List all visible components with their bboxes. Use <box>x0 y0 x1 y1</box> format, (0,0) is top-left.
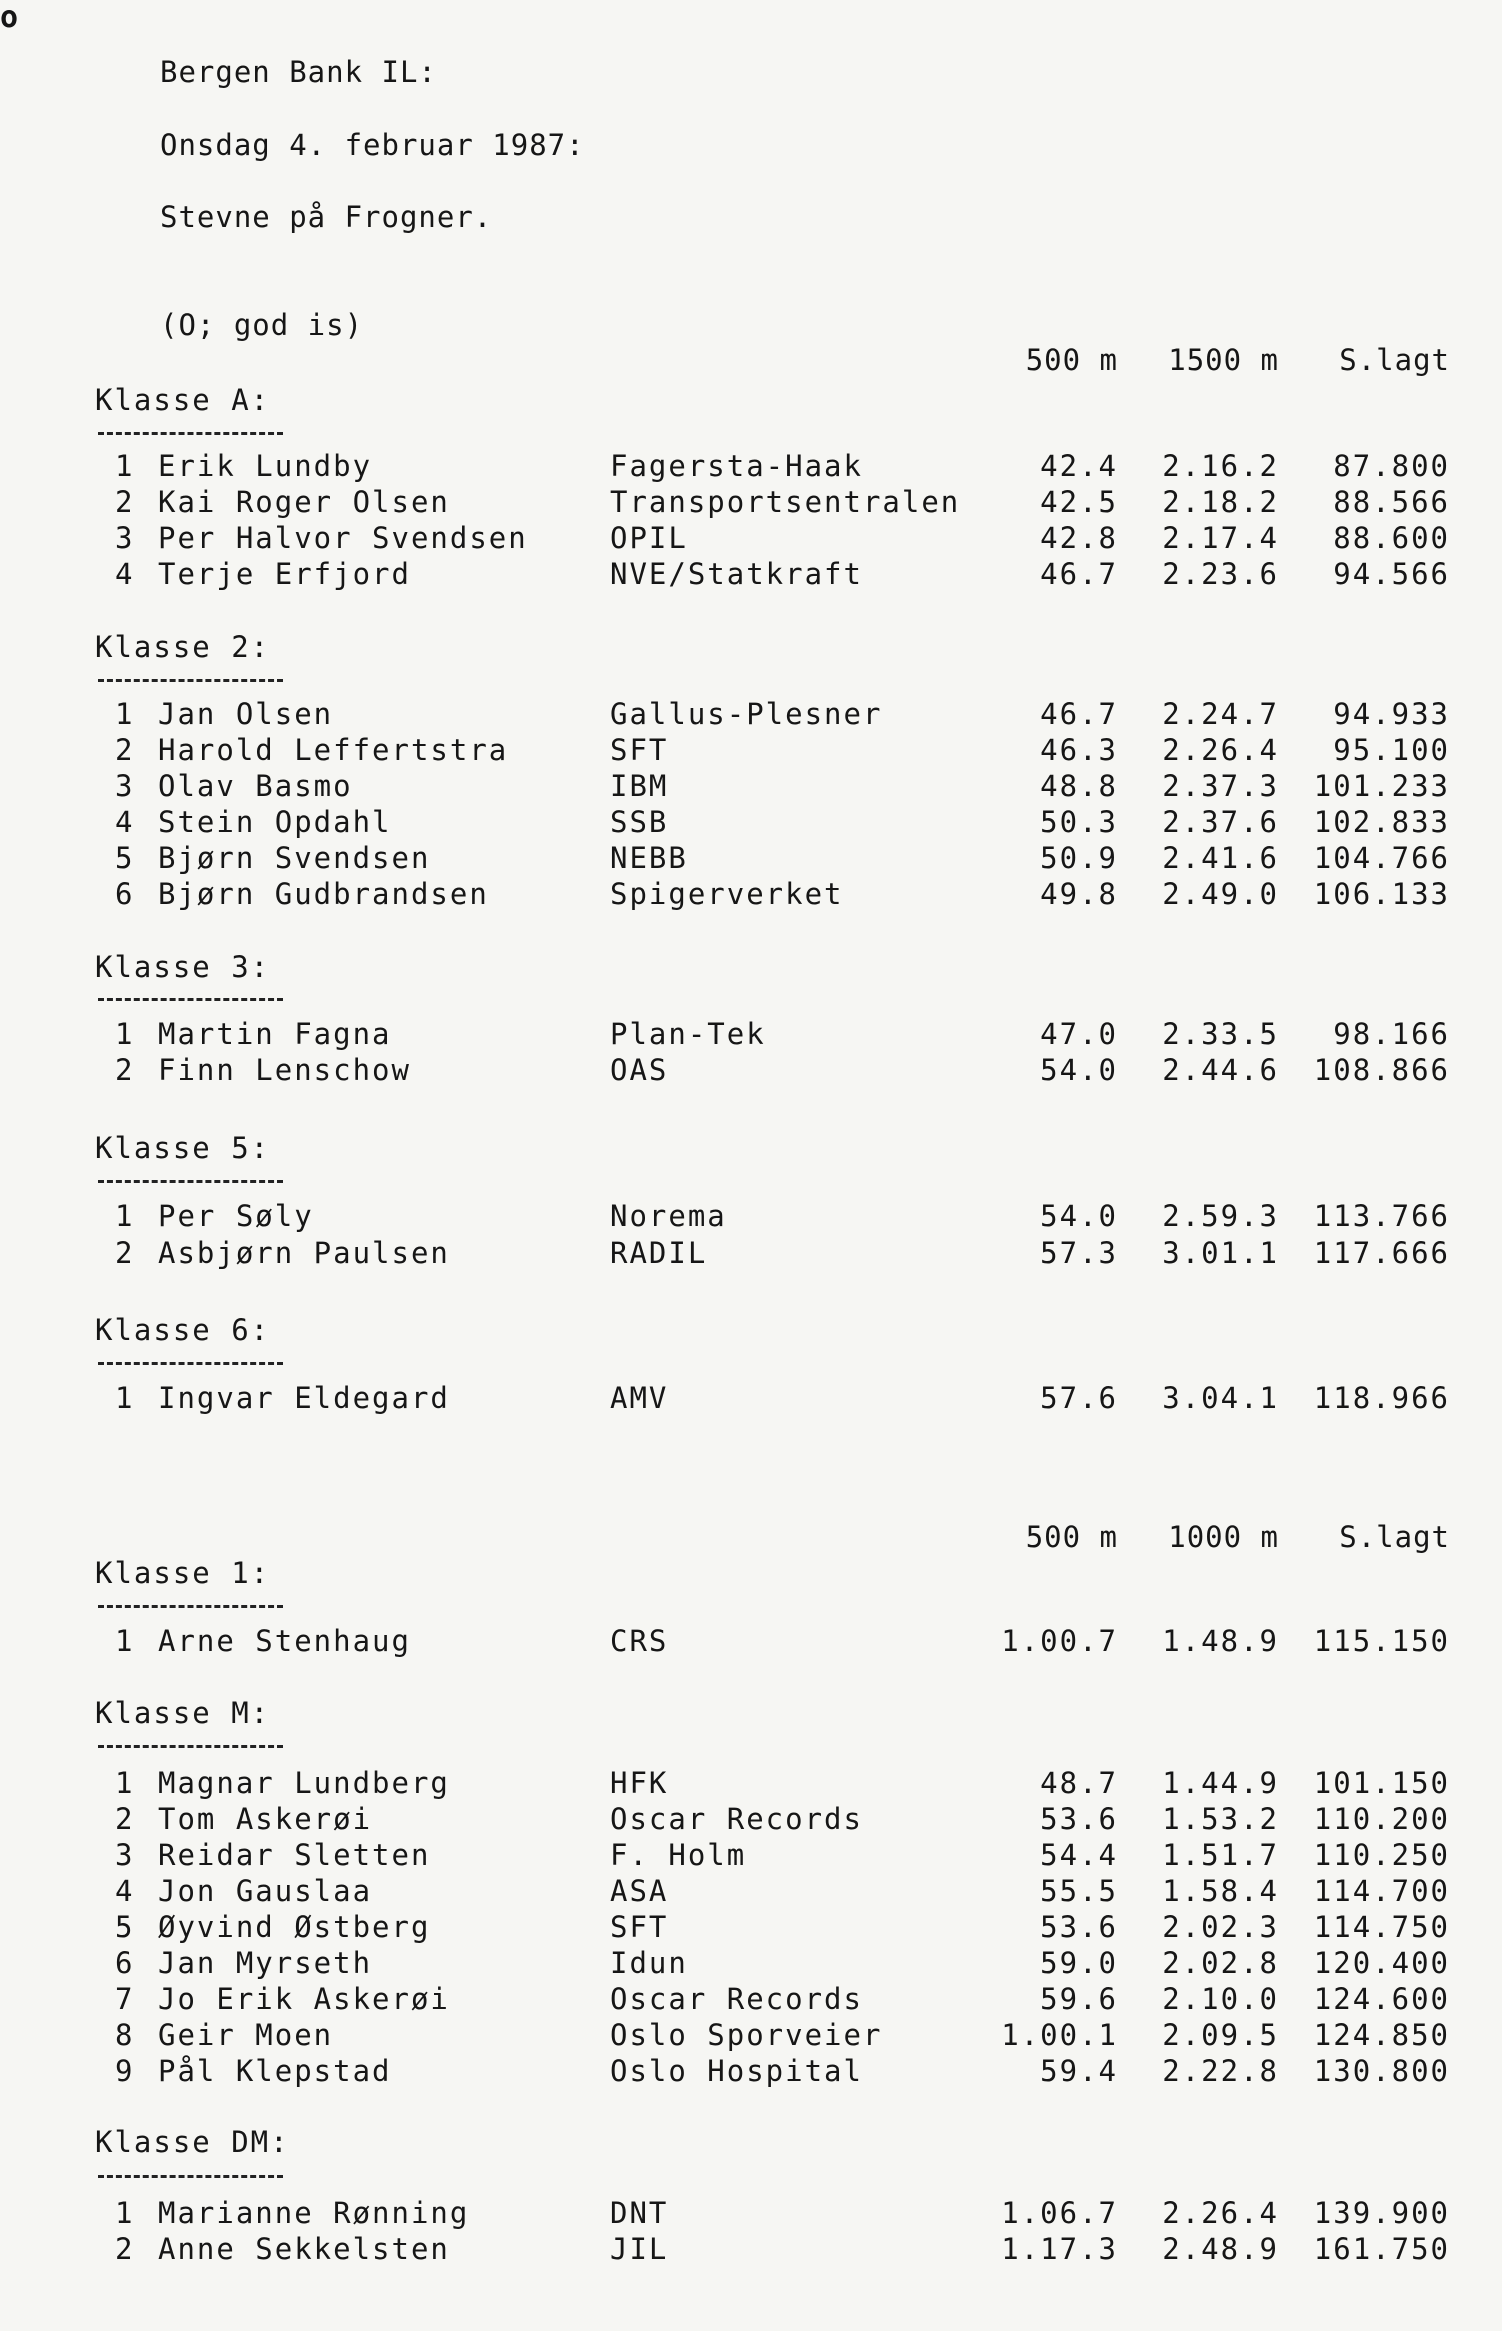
skater-name: Jan Olsen <box>158 697 334 731</box>
result-row <box>0 1802 1502 1838</box>
result-row <box>0 1766 1502 1802</box>
skater-name: Pål Klepstad <box>158 2054 392 2088</box>
result-row <box>0 1199 1502 1235</box>
skater-name: Finn Lenschow <box>158 1053 411 1087</box>
time-500m: 59.6 <box>1040 1982 1118 2016</box>
rank: 2 <box>115 1236 135 1270</box>
points: 94.933 <box>1333 697 1450 731</box>
class-title: Klasse 6: <box>95 1313 271 1347</box>
class-title: Klasse 1: <box>95 1556 271 1590</box>
time-1000m: 1.48.9 <box>1162 1624 1279 1658</box>
time-500m: 48.8 <box>1040 769 1118 803</box>
points: 115.150 <box>1313 1624 1450 1658</box>
skater-name: Jon Gauslaa <box>158 1874 373 1908</box>
points: 124.600 <box>1313 1982 1450 2016</box>
time-1500m: 2.37.6 <box>1162 805 1279 839</box>
rank: 4 <box>115 1874 135 1908</box>
time-500m: 42.5 <box>1040 485 1118 519</box>
class-title: Klasse 3: <box>95 950 271 984</box>
time-1500m: 2.37.3 <box>1162 769 1279 803</box>
time-500m: 55.5 <box>1040 1874 1118 1908</box>
points: 161.750 <box>1313 2232 1450 2266</box>
skater-name: Reidar Sletten <box>158 1838 431 1872</box>
points: 102.833 <box>1313 805 1450 839</box>
rank: 3 <box>115 1838 135 1872</box>
points: 94.566 <box>1333 557 1450 591</box>
organization-title: Bergen Bank IL: <box>160 55 437 89</box>
result-row <box>0 841 1502 877</box>
points: 101.233 <box>1313 769 1450 803</box>
result-row <box>0 769 1502 805</box>
time-500m: 46.7 <box>1040 557 1118 591</box>
club-name: JIL <box>610 2232 669 2266</box>
result-row <box>0 697 1502 733</box>
result-row <box>0 1838 1502 1874</box>
result-row <box>0 805 1502 841</box>
time-1000m: 2.02.8 <box>1162 1946 1279 1980</box>
time-500m: 53.6 <box>1040 1910 1118 1944</box>
event-venue: Stevne på Frogner. <box>160 200 493 234</box>
club-name: SFT <box>610 733 669 767</box>
result-row <box>0 1910 1502 1946</box>
time-1500m: 2.33.5 <box>1162 1017 1279 1051</box>
rank: 2 <box>115 485 135 519</box>
time-500m: 54.4 <box>1040 1838 1118 1872</box>
skater-name: Harold Leffertstra <box>158 733 509 767</box>
skater-name: Jo Erik Askerøi <box>158 1982 450 2016</box>
points: 113.766 <box>1313 1199 1450 1233</box>
club-name: Oslo Hospital <box>610 2054 863 2088</box>
result-row <box>0 521 1502 557</box>
time-1500m: 2.41.6 <box>1162 841 1279 875</box>
title-underline <box>98 1180 283 1183</box>
points: 117.666 <box>1313 1236 1450 1270</box>
points: 139.900 <box>1313 2196 1450 2230</box>
time-500m: 48.7 <box>1040 1766 1118 1800</box>
rank: 1 <box>115 1766 135 1800</box>
time-500m: 59.0 <box>1040 1946 1118 1980</box>
time-1500m: 2.24.7 <box>1162 697 1279 731</box>
result-row <box>0 2018 1502 2054</box>
time-500m: 59.4 <box>1040 2054 1118 2088</box>
club-name: AMV <box>610 1381 669 1415</box>
time-500m: 46.3 <box>1040 733 1118 767</box>
result-row <box>0 733 1502 769</box>
corner-mark: o <box>0 0 19 35</box>
time-1000m: 2.10.0 <box>1162 1982 1279 2016</box>
points: 114.700 <box>1313 1874 1450 1908</box>
skater-name: Olav Basmo <box>158 769 353 803</box>
class-title: Klasse M: <box>95 1696 271 1730</box>
result-row <box>0 1946 1502 1982</box>
skater-name: Stein Opdahl <box>158 805 392 839</box>
time-500m: 57.3 <box>1040 1236 1118 1270</box>
points: 98.166 <box>1333 1017 1450 1051</box>
time-1500m: 3.01.1 <box>1162 1236 1279 1270</box>
club-name: Oscar Records <box>610 1802 863 1836</box>
club-name: SSB <box>610 805 669 839</box>
skater-name: Erik Lundby <box>158 449 373 483</box>
time-1000m: 2.26.4 <box>1162 2196 1279 2230</box>
rank: 7 <box>115 1982 135 2016</box>
skater-name: Arne Stenhaug <box>158 1624 411 1658</box>
club-name: OAS <box>610 1053 669 1087</box>
time-1000m: 1.53.2 <box>1162 1802 1279 1836</box>
rank: 1 <box>115 1017 135 1051</box>
rank: 1 <box>115 2196 135 2230</box>
points: 87.800 <box>1333 449 1450 483</box>
rank: 1 <box>115 697 135 731</box>
result-row <box>0 1017 1502 1053</box>
points: 120.400 <box>1313 1946 1450 1980</box>
result-row <box>0 1982 1502 2018</box>
col-1500m-header: 1500 m <box>1168 343 1279 377</box>
title-underline <box>98 1745 283 1748</box>
points: 95.100 <box>1333 733 1450 767</box>
skater-name: Øyvind Østberg <box>158 1910 431 1944</box>
time-1500m: 2.18.2 <box>1162 485 1279 519</box>
skater-name: Anne Sekkelsten <box>158 2232 450 2266</box>
class-title: Klasse 5: <box>95 1131 271 1165</box>
rank: 2 <box>115 733 135 767</box>
rank: 3 <box>115 769 135 803</box>
time-500m: 50.9 <box>1040 841 1118 875</box>
club-name: NEBB <box>610 841 688 875</box>
club-name: NVE/Statkraft <box>610 557 863 591</box>
club-name: Norema <box>610 1199 727 1233</box>
club-name: Transportsentralen <box>610 485 961 519</box>
col-points-header: S.lagt <box>1339 1520 1450 1554</box>
points: 130.800 <box>1313 2054 1450 2088</box>
result-row <box>0 2196 1502 2232</box>
points: 110.200 <box>1313 1802 1450 1836</box>
time-1500m: 3.04.1 <box>1162 1381 1279 1415</box>
time-500m: 54.0 <box>1040 1199 1118 1233</box>
class-title: Klasse 2: <box>95 630 271 664</box>
points: 108.866 <box>1313 1053 1450 1087</box>
club-name: SFT <box>610 1910 669 1944</box>
time-1000m: 1.51.7 <box>1162 1838 1279 1872</box>
result-row <box>0 2232 1502 2268</box>
club-name: Oscar Records <box>610 1982 863 2016</box>
rank: 5 <box>115 1910 135 1944</box>
rank: 6 <box>115 877 135 911</box>
time-1500m: 2.23.6 <box>1162 557 1279 591</box>
result-row <box>0 1236 1502 1272</box>
skater-name: Marianne Rønning <box>158 2196 470 2230</box>
time-1000m: 1.58.4 <box>1162 1874 1279 1908</box>
skater-name: Kai Roger Olsen <box>158 485 450 519</box>
skater-name: Ingvar Eldegard <box>158 1381 450 1415</box>
time-1000m: 2.22.8 <box>1162 2054 1279 2088</box>
time-1500m: 2.16.2 <box>1162 449 1279 483</box>
time-1000m: 2.09.5 <box>1162 2018 1279 2052</box>
skater-name: Asbjørn Paulsen <box>158 1236 450 1270</box>
rank: 1 <box>115 1381 135 1415</box>
skater-name: Bjørn Gudbrandsen <box>158 877 489 911</box>
rank: 1 <box>115 449 135 483</box>
rank: 6 <box>115 1946 135 1980</box>
result-row <box>0 1381 1502 1417</box>
col-1000m-header: 1000 m <box>1168 1520 1279 1554</box>
col-points-header: S.lagt <box>1339 343 1450 377</box>
time-500m: 50.3 <box>1040 805 1118 839</box>
time-1500m: 2.17.4 <box>1162 521 1279 555</box>
result-row <box>0 449 1502 485</box>
rank: 4 <box>115 557 135 591</box>
title-underline <box>98 432 283 435</box>
time-500m: 1.06.7 <box>1001 2196 1118 2230</box>
time-500m: 42.8 <box>1040 521 1118 555</box>
club-name: Gallus-Plesner <box>610 697 883 731</box>
time-500m: 47.0 <box>1040 1017 1118 1051</box>
time-500m: 1.00.7 <box>1001 1624 1118 1658</box>
time-500m: 53.6 <box>1040 1802 1118 1836</box>
rank: 3 <box>115 521 135 555</box>
skater-name: Per Søly <box>158 1199 314 1233</box>
col-500m-header: 500 m <box>1025 1520 1118 1554</box>
title-underline <box>98 1605 283 1608</box>
skater-name: Martin Fagna <box>158 1017 392 1051</box>
club-name: Spigerverket <box>610 877 844 911</box>
skater-name: Geir Moen <box>158 2018 334 2052</box>
points: 118.966 <box>1313 1381 1450 1415</box>
time-1000m: 1.44.9 <box>1162 1766 1279 1800</box>
result-row <box>0 2054 1502 2090</box>
time-1500m: 2.59.3 <box>1162 1199 1279 1233</box>
club-name: HFK <box>610 1766 669 1800</box>
club-name: CRS <box>610 1624 669 1658</box>
club-name: Idun <box>610 1946 688 1980</box>
time-500m: 42.4 <box>1040 449 1118 483</box>
time-1500m: 2.44.6 <box>1162 1053 1279 1087</box>
title-underline <box>98 679 283 682</box>
club-name: Oslo Sporveier <box>610 2018 883 2052</box>
points: 110.250 <box>1313 1838 1450 1872</box>
result-row <box>0 1624 1502 1660</box>
rank: 4 <box>115 805 135 839</box>
event-date: Onsdag 4. februar 1987: <box>160 128 585 162</box>
rank: 2 <box>115 1053 135 1087</box>
rank: 2 <box>115 1802 135 1836</box>
result-row <box>0 485 1502 521</box>
col-500m-header: 500 m <box>1025 343 1118 377</box>
result-row <box>0 1053 1502 1089</box>
result-row <box>0 1874 1502 1910</box>
club-name: DNT <box>610 2196 669 2230</box>
club-name: RADIL <box>610 1236 708 1270</box>
skater-name: Terje Erfjord <box>158 557 411 591</box>
skater-name: Jan Myrseth <box>158 1946 373 1980</box>
result-row <box>0 877 1502 913</box>
skater-name: Per Halvor Svendsen <box>158 521 528 555</box>
skater-name: Bjørn Svendsen <box>158 841 431 875</box>
club-name: OPIL <box>610 521 688 555</box>
rank: 5 <box>115 841 135 875</box>
points: 88.566 <box>1333 485 1450 519</box>
time-1000m: 2.48.9 <box>1162 2232 1279 2266</box>
rank: 1 <box>115 1624 135 1658</box>
rank: 1 <box>115 1199 135 1233</box>
time-500m: 1.00.1 <box>1001 2018 1118 2052</box>
time-500m: 1.17.3 <box>1001 2232 1118 2266</box>
time-500m: 49.8 <box>1040 877 1118 911</box>
skater-name: Tom Askerøi <box>158 1802 373 1836</box>
title-underline <box>98 998 283 1001</box>
class-title: Klasse A: <box>95 383 271 417</box>
time-500m: 54.0 <box>1040 1053 1118 1087</box>
time-1500m: 2.26.4 <box>1162 733 1279 767</box>
time-1000m: 2.02.3 <box>1162 1910 1279 1944</box>
time-500m: 46.7 <box>1040 697 1118 731</box>
time-1500m: 2.49.0 <box>1162 877 1279 911</box>
skater-name: Magnar Lundberg <box>158 1766 450 1800</box>
rank: 9 <box>115 2054 135 2088</box>
time-500m: 57.6 <box>1040 1381 1118 1415</box>
ice-conditions: (O; god is) <box>160 308 364 342</box>
title-underline <box>98 2175 283 2178</box>
club-name: ASA <box>610 1874 669 1908</box>
points: 124.850 <box>1313 2018 1450 2052</box>
club-name: Plan-Tek <box>610 1017 766 1051</box>
points: 104.766 <box>1313 841 1450 875</box>
club-name: IBM <box>610 769 669 803</box>
result-row <box>0 557 1502 593</box>
club-name: Fagersta-Haak <box>610 449 863 483</box>
title-underline <box>98 1362 283 1365</box>
rank: 8 <box>115 2018 135 2052</box>
rank: 2 <box>115 2232 135 2266</box>
club-name: F. Holm <box>610 1838 747 1872</box>
points: 88.600 <box>1333 521 1450 555</box>
points: 101.150 <box>1313 1766 1450 1800</box>
points: 114.750 <box>1313 1910 1450 1944</box>
points: 106.133 <box>1313 877 1450 911</box>
class-title: Klasse DM: <box>95 2125 290 2159</box>
